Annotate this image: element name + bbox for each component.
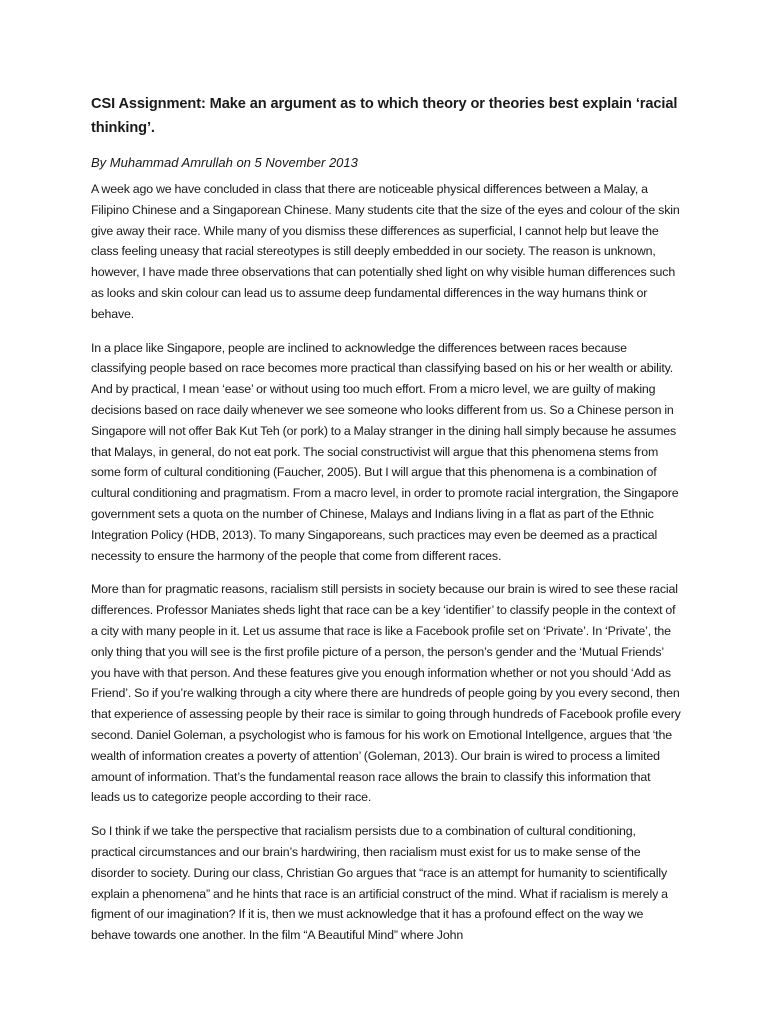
document-page [91,92,681,959]
paragraph-3: More than for pragmatic reasons, racialism still persists in society because our brain is wired to see these racial differences. Professor Maniates sheds light that race can be a key ‘identifier’ to classify people in the context of a city with many people in it. Let us assume that race is like a Facebook profile set on ‘Private’. In ‘Private’, the only thing that you will see is the first profile picture of a person, the person’s gender and the ‘Mutual Friends’ you have with that person. And these features give you enough information whether or not you should ‘Add as Friend’. So if you’re walking through a city where there are hundreds of people going by you every second, then that experience of assessing people by their race is similar to going through hundreds of Facebook profile every second. Daniel Goleman, a psychologist who is famous for his work on Emotional Intellgence, argues that ‘the wealth of information creates a poverty of attention’ (Goleman, 2013). Our brain is wired to process a limited amount of information. That’s the fundamental reason race allows the brain to classify this information that leads us to categorize people according to their race. [91,582,681,805]
document-title: CSI Assignment: Make an argument as to which theory or theories best explain ‘racial thinking’. [91,96,678,136]
paragraph-1: A week ago we have concluded in class that there are noticeable physical differences between a Malay, a Filipino Chinese and a Singaporean Chinese. Many students cite that the size of the eyes and colour of the skin give away their race. While many of you dismiss these differences as superficial, I cannot help but leave the class feeling uneasy that racial stereotypes is still deeply embedded in our society. The reason is unknown, however, I have made three observations that can potentially shed light on why visible human differences such as looks and skin colour can lead us to assume deep fundamental differences in the way humans think or behave. [91,182,680,321]
paragraph-2: In a place like Singapore, people are inclined to acknowledge the differences between races because classifying people based on race becomes more practical than classifying based on his or her wealth or ability. And by practical, I mean ‘ease’ or without using too much effort. From a micro level, we are guilty of making decisions based on race daily whenever we see someone who looks different from us. So a Chinese person in Singapore will not offer Bak Kut Teh (or pork) to a Malay stranger in the dining hall simply because he assumes that Malays, in general, do not eat pork. The social constructivist will argue that this phenomena stems from some form of cultural conditioning (Faucher, 2005). But I will argue that this phenomena is a combination of cultural conditioning and pragmatism. From a macro level, in order to promote racial intergration, the Singapore government sets a quota on the number of Chinese, Malays and Indians living in a flat as part of the Ethnic Integration Policy (HDB, 2013). To many Singaporeans, such practices may even be deemed as a practical necessity to ensure the harmony of the people that come from different races. [91,340,679,563]
paragraph-4: So I think if we take the perspective that racialism persists due to a combination of cultural conditioning, practical circumstances and our brain’s hardwiring, then racialism must exist for us to make sense of the disorder to society. During our class, Christian Go argues that “race is an attempt for humanity to scientifically explain a phenomena” and he hints that race is an artificial construct of the mind. What if racialism is merely a figment of our imagination? If it is, then we must acknowledge that it has a profound effect on the way we behave towards one another. In the film “A Beautiful Mind” where John [91,824,668,943]
author-byline: By Muhammad Amrullah on 5 November 2013 [91,155,358,170]
